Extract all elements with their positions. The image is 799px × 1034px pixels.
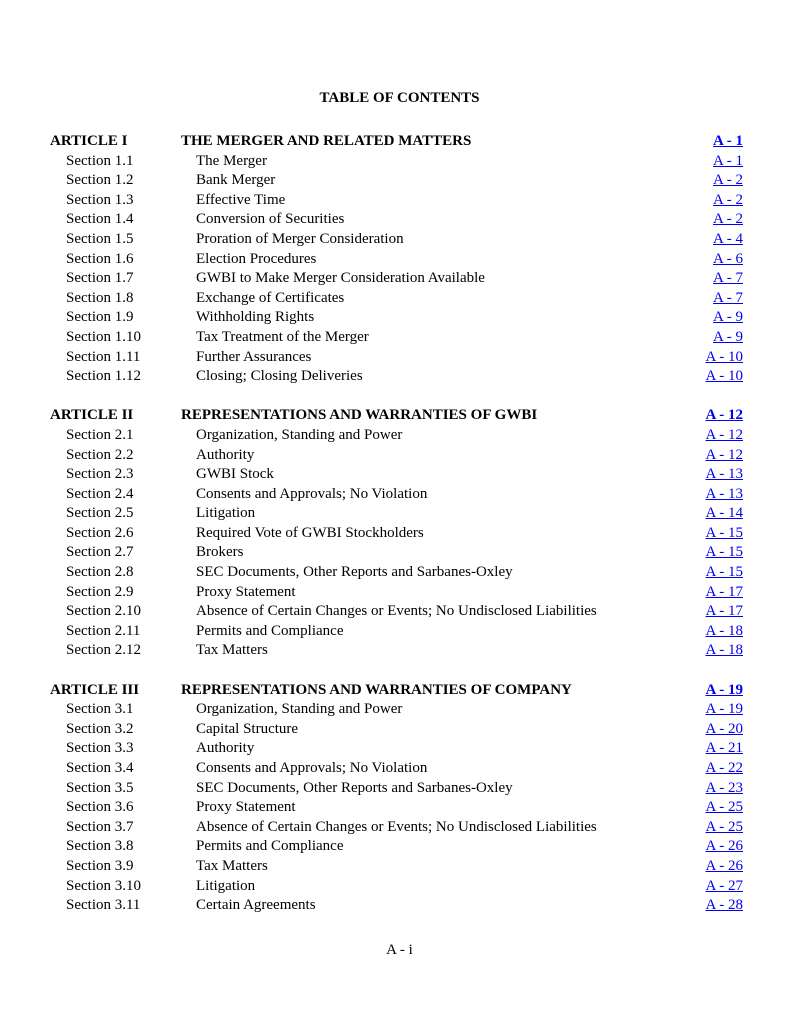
section-label: Section 1.7 bbox=[66, 270, 134, 287]
section-title: Proxy Statement bbox=[196, 583, 296, 600]
section-label: Section 1.5 bbox=[66, 230, 134, 247]
section-label: Section 3.11 bbox=[66, 897, 141, 914]
section-page-link[interactable]: A - 17 bbox=[705, 603, 743, 620]
toc-section-row bbox=[0, 328, 799, 348]
section-label: Section 3.4 bbox=[66, 760, 134, 776]
toc-section-row bbox=[0, 622, 799, 642]
section-title: Organization, Standing and Power bbox=[196, 701, 403, 718]
section-title: Permits and Compliance bbox=[196, 622, 344, 639]
toc-section-row bbox=[0, 877, 799, 897]
toc-section-row bbox=[0, 367, 799, 387]
section-page-link[interactable]: A - 10 bbox=[705, 368, 743, 385]
section-title: Organization, Standing and Power bbox=[196, 426, 403, 443]
section-page-link[interactable]: A - 15 bbox=[705, 524, 743, 541]
article-page-link[interactable]: A - 1 bbox=[713, 133, 743, 149]
toc-section-row bbox=[0, 563, 799, 583]
article-label: ARTICLE III bbox=[50, 681, 140, 698]
article-heading-row bbox=[0, 406, 799, 426]
toc-section-row bbox=[0, 446, 799, 466]
toc-section-row bbox=[0, 230, 799, 250]
toc-section-row bbox=[0, 857, 799, 877]
section-title: SEC Documents, Other Reports and Sarbanes-Oxley bbox=[196, 779, 513, 796]
toc-section-row bbox=[0, 720, 799, 740]
section-page-link[interactable]: A - 14 bbox=[705, 505, 743, 522]
toc-section-row bbox=[0, 504, 799, 524]
section-title: Tax Treatment of the Merger bbox=[196, 328, 369, 345]
section-page-link[interactable]: A - 1 bbox=[713, 152, 743, 169]
page-title: TABLE OF CONTENTS bbox=[319, 90, 480, 106]
section-label: Section 3.3 bbox=[66, 740, 134, 757]
section-label: Section 2.10 bbox=[66, 603, 141, 620]
toc-section-row bbox=[0, 250, 799, 270]
section-title: GWBI to Make Merger Consideration Available bbox=[196, 270, 485, 287]
section-label: Section 3.6 bbox=[66, 799, 134, 816]
section-label: Section 3.5 bbox=[66, 779, 134, 796]
section-label: Section 3.7 bbox=[66, 818, 134, 835]
section-page-link[interactable]: A - 26 bbox=[705, 857, 743, 874]
section-title: Capital Structure bbox=[196, 720, 299, 737]
section-page-link[interactable]: A - 19 bbox=[705, 701, 743, 718]
section-label: Section 2.1 bbox=[66, 426, 134, 443]
section-title: Bank Merger bbox=[196, 172, 276, 189]
section-page-link[interactable]: A - 12 bbox=[705, 426, 743, 443]
article-block bbox=[0, 406, 799, 661]
section-title: Absence of Certain Changes or Events; No Undisclosed Liabilities bbox=[196, 603, 597, 620]
toc-section-row bbox=[0, 289, 799, 309]
section-title: SEC Documents, Other Reports and Sarbanes-Oxley bbox=[196, 564, 513, 581]
toc-section-row bbox=[0, 896, 799, 916]
article-title: THE MERGER AND RELATED MATTERS bbox=[181, 133, 472, 149]
section-page-link[interactable]: A - 7 bbox=[713, 270, 743, 287]
section-title: The Merger bbox=[196, 152, 267, 169]
section-title: Effective Time bbox=[196, 191, 286, 208]
section-page-link[interactable]: A - 15 bbox=[705, 564, 743, 581]
section-title: Required Vote of GWBI Stockholders bbox=[196, 524, 424, 541]
section-title: Tax Matters bbox=[196, 642, 268, 659]
section-label: Section 1.9 bbox=[66, 309, 134, 326]
section-title: Election Procedures bbox=[196, 250, 317, 267]
section-label: Section 2.8 bbox=[66, 564, 134, 581]
toc-section-row bbox=[0, 700, 799, 720]
section-page-link[interactable]: A - 21 bbox=[705, 740, 743, 757]
section-page-link[interactable]: A - 22 bbox=[705, 760, 743, 776]
section-label: Section 2.12 bbox=[66, 642, 141, 659]
toc-section-row bbox=[0, 837, 799, 857]
section-page-link[interactable]: A - 2 bbox=[713, 191, 743, 208]
section-page-link[interactable]: A - 7 bbox=[713, 289, 743, 306]
section-title: Conversion of Securities bbox=[196, 211, 345, 228]
section-label: Section 2.2 bbox=[66, 446, 134, 463]
section-title: GWBI Stock bbox=[196, 466, 274, 483]
section-title: Litigation bbox=[196, 877, 256, 894]
section-title: Certain Agreements bbox=[196, 897, 316, 914]
section-label: Section 3.10 bbox=[66, 877, 141, 894]
toc-section-row bbox=[0, 152, 799, 172]
page-number-footer: A - i bbox=[386, 942, 413, 958]
section-page-link[interactable]: A - 26 bbox=[705, 838, 743, 855]
section-page-link[interactable]: A - 28 bbox=[705, 897, 743, 914]
section-label: Section 1.4 bbox=[66, 211, 134, 228]
toc-section-row bbox=[0, 602, 799, 622]
section-label: Section 1.10 bbox=[66, 328, 141, 345]
toc-section-row bbox=[0, 583, 799, 603]
toc-section-row bbox=[0, 191, 799, 211]
section-label: Section 2.5 bbox=[66, 505, 134, 522]
article-page-link[interactable]: A - 19 bbox=[705, 681, 743, 698]
section-title: Authority bbox=[196, 446, 255, 463]
section-page-link[interactable]: A - 12 bbox=[705, 446, 743, 463]
section-label: Section 1.12 bbox=[66, 368, 141, 385]
section-page-link[interactable]: A - 2 bbox=[713, 172, 743, 189]
article-heading-row bbox=[0, 132, 799, 152]
section-page-link[interactable]: A - 18 bbox=[705, 622, 743, 639]
section-title: Further Assurances bbox=[196, 348, 312, 365]
toc-section-row bbox=[0, 641, 799, 661]
section-page-link[interactable]: A - 15 bbox=[705, 544, 743, 561]
section-page-link[interactable]: A - 20 bbox=[705, 720, 743, 737]
section-page-link[interactable]: A - 6 bbox=[713, 250, 743, 267]
section-page-link[interactable]: A - 18 bbox=[705, 642, 743, 659]
article-title: REPRESENTATIONS AND WARRANTIES OF GWBI bbox=[181, 407, 538, 424]
section-label: Section 2.6 bbox=[66, 524, 134, 541]
section-page-link[interactable]: A - 4 bbox=[713, 230, 743, 247]
toc-section-row bbox=[0, 171, 799, 191]
section-page-link[interactable]: A - 9 bbox=[713, 328, 743, 345]
section-label: Section 3.2 bbox=[66, 720, 134, 737]
toc-section-row bbox=[0, 210, 799, 230]
section-title: Exchange of Certificates bbox=[196, 289, 345, 306]
toc-section-row bbox=[0, 818, 799, 838]
section-title: Litigation bbox=[196, 505, 256, 522]
section-label: Section 2.9 bbox=[66, 583, 134, 600]
article-heading-row bbox=[0, 681, 799, 701]
section-page-link[interactable]: A - 27 bbox=[705, 877, 743, 894]
section-title: Proration of Merger Consideration bbox=[196, 230, 404, 247]
section-page-link[interactable]: A - 17 bbox=[705, 583, 743, 600]
section-page-link[interactable]: A - 25 bbox=[705, 818, 743, 835]
section-title: Consents and Approvals; No Violation bbox=[196, 485, 428, 502]
table-of-contents bbox=[0, 132, 799, 935]
section-label: Section 1.3 bbox=[66, 191, 134, 208]
section-title: Permits and Compliance bbox=[196, 838, 344, 855]
section-label: Section 2.7 bbox=[66, 544, 134, 561]
article-title: REPRESENTATIONS AND WARRANTIES OF COMPANY bbox=[181, 681, 572, 698]
section-title: Withholding Rights bbox=[196, 309, 315, 326]
article-block bbox=[0, 681, 799, 916]
section-title: Proxy Statement bbox=[196, 799, 296, 816]
article-label: ARTICLE I bbox=[50, 133, 128, 149]
section-title: Closing; Closing Deliveries bbox=[196, 368, 363, 385]
toc-section-row bbox=[0, 779, 799, 799]
toc-section-row bbox=[0, 798, 799, 818]
section-page-link[interactable]: A - 13 bbox=[705, 466, 743, 483]
toc-section-row bbox=[0, 543, 799, 563]
section-label: Section 3.1 bbox=[66, 701, 134, 718]
section-title: Absence of Certain Changes or Events; No Undisclosed Liabilities bbox=[196, 818, 597, 835]
toc-section-row bbox=[0, 739, 799, 759]
toc-section-row bbox=[0, 524, 799, 544]
toc-section-row bbox=[0, 348, 799, 368]
section-label: Section 2.4 bbox=[66, 485, 134, 502]
section-label: Section 1.11 bbox=[66, 348, 141, 365]
section-label: Section 3.9 bbox=[66, 857, 134, 874]
section-label: Section 2.11 bbox=[66, 622, 141, 639]
toc-section-row bbox=[0, 485, 799, 505]
section-title: Authority bbox=[196, 740, 255, 757]
toc-section-row bbox=[0, 759, 799, 779]
section-page-link[interactable]: A - 9 bbox=[713, 309, 743, 326]
section-page-link[interactable]: A - 10 bbox=[705, 348, 743, 365]
section-title: Tax Matters bbox=[196, 857, 268, 874]
section-title: Brokers bbox=[196, 544, 244, 561]
section-page-link[interactable]: A - 2 bbox=[713, 211, 743, 228]
section-label: Section 2.3 bbox=[66, 466, 134, 483]
toc-section-row bbox=[0, 426, 799, 446]
article-page-link[interactable]: A - 12 bbox=[705, 407, 743, 424]
section-label: Section 1.1 bbox=[66, 152, 134, 169]
section-label: Section 3.8 bbox=[66, 838, 134, 855]
section-page-link[interactable]: A - 23 bbox=[705, 779, 743, 796]
toc-section-row bbox=[0, 465, 799, 485]
section-title: Consents and Approvals; No Violation bbox=[196, 760, 428, 776]
article-block bbox=[0, 132, 799, 387]
section-label: Section 1.2 bbox=[66, 172, 134, 189]
section-page-link[interactable]: A - 13 bbox=[705, 485, 743, 502]
toc-section-row bbox=[0, 308, 799, 328]
section-page-link[interactable]: A - 25 bbox=[705, 799, 743, 816]
section-label: Section 1.8 bbox=[66, 289, 134, 306]
section-label: Section 1.6 bbox=[66, 250, 134, 267]
article-label: ARTICLE II bbox=[50, 407, 134, 424]
toc-section-row bbox=[0, 269, 799, 289]
